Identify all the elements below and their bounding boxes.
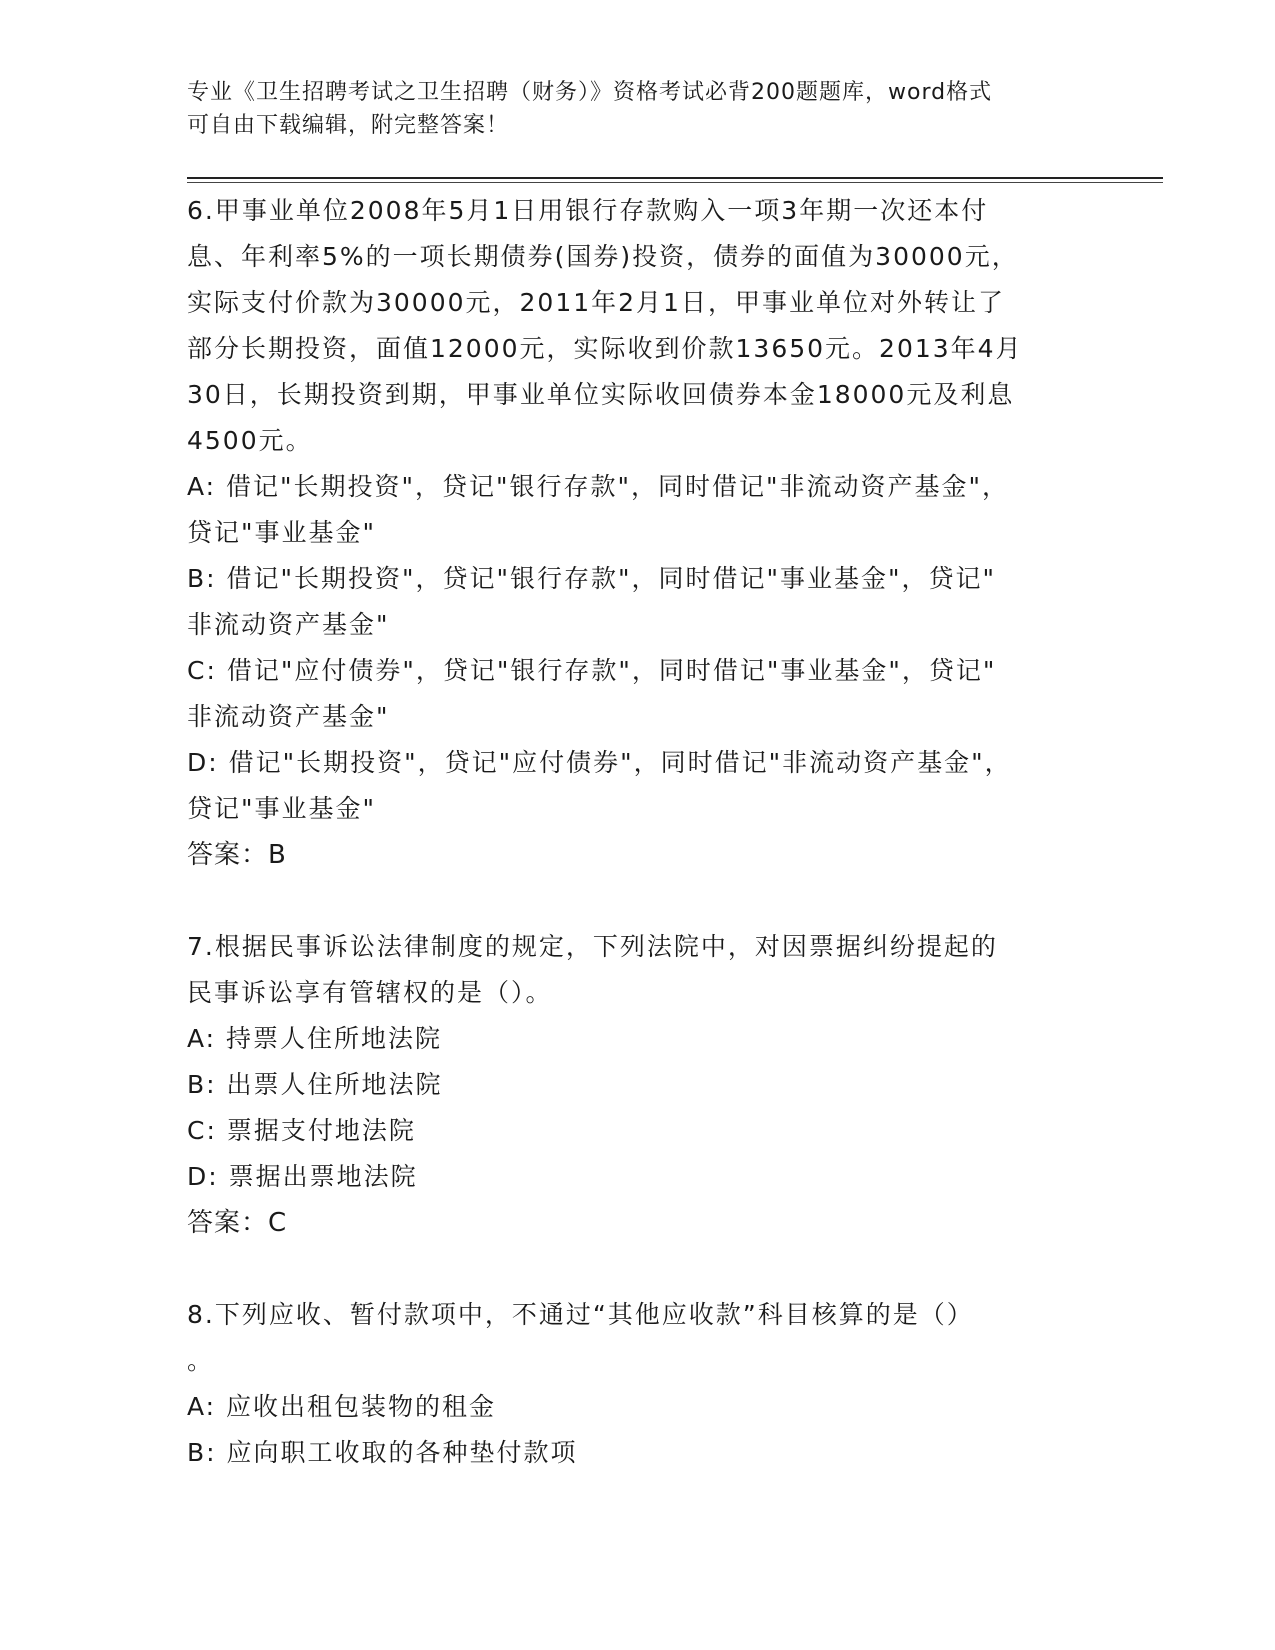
option-b-line: B: 借记"长期投资"，贷记"银行存款"，同时借记"事业基金"，贷记" <box>187 564 997 593</box>
question-stem-line: 实际支付价款为30000元，2011年2月1日，甲事业单位对外转让了 <box>187 288 1005 317</box>
question-stem-line: 4500元。 <box>187 426 313 455</box>
header-line-2: 可自由下载编辑，附完整答案！ <box>187 113 510 138</box>
question-stem-line: 6.甲事业单位2008年5月1日用银行存款购入一项3年期一次还本付 <box>187 196 989 225</box>
option-b-line: B: 出票人住所地法院 <box>187 1070 443 1099</box>
question-6 <box>187 188 1107 878</box>
header-divider-thick <box>187 177 1163 179</box>
question-8 <box>187 1292 1107 1476</box>
option-c-line: 非流动资产基金" <box>187 702 390 731</box>
question-list <box>187 188 1107 1476</box>
question-stem-line: 。 <box>187 1346 215 1375</box>
question-stem-line: 7.根据民事诉讼法律制度的规定，下列法院中，对因票据纠纷提起的 <box>187 932 998 961</box>
option-a-line: A: 应收出租包装物的租金 <box>187 1392 497 1421</box>
option-a-line: A: 持票人住所地法院 <box>187 1024 443 1053</box>
question-7 <box>187 924 1107 1246</box>
question-stem-line: 息、年利率5%的一项长期债券(国券)投资，债券的面值为30000元， <box>187 242 1019 271</box>
question-stem-line: 8.下列应收、暂付款项中，不通过“其他应收款”科目核算的是（） <box>187 1300 974 1329</box>
question-gap <box>187 1246 1107 1292</box>
option-d-line: 贷记"事业基金" <box>187 794 376 823</box>
option-c-line: C: 票据支付地法院 <box>187 1116 416 1145</box>
question-stem-line: 部分长期投资，面值12000元，实际收到价款13650元。2013年4月 <box>187 334 1023 363</box>
question-stem-line: 30日，长期投资到期，甲事业单位实际收回债券本金18000元及利息 <box>187 380 1015 409</box>
header-line-1: 专业《卫生招聘考试之卫生招聘（财务）》资格考试必背200题题库，word格式 <box>187 80 993 105</box>
option-c-line: C: 借记"应付债券"，贷记"银行存款"，同时借记"事业基金"，贷记" <box>187 656 997 685</box>
answer-label: 答案：C <box>187 1208 288 1238</box>
option-d-line: D: 票据出票地法院 <box>187 1162 418 1191</box>
option-a-line: A: 借记"长期投资"，贷记"银行存款"，同时借记"非流动资产基金"， <box>187 472 1010 501</box>
option-a-line: 贷记"事业基金" <box>187 518 376 547</box>
document-header <box>187 76 1087 142</box>
option-d-line: D: 借记"长期投资"，贷记"应付债券"，同时借记"非流动资产基金"， <box>187 748 1012 777</box>
option-b-line: 非流动资产基金" <box>187 610 390 639</box>
answer-label: 答案：B <box>187 840 287 870</box>
question-stem-line: 民事诉讼享有管辖权的是（）。 <box>187 978 553 1007</box>
option-b-line: B: 应向职工收取的各种垫付款项 <box>187 1438 578 1467</box>
header-divider-thin <box>187 182 1163 183</box>
question-gap <box>187 878 1107 924</box>
